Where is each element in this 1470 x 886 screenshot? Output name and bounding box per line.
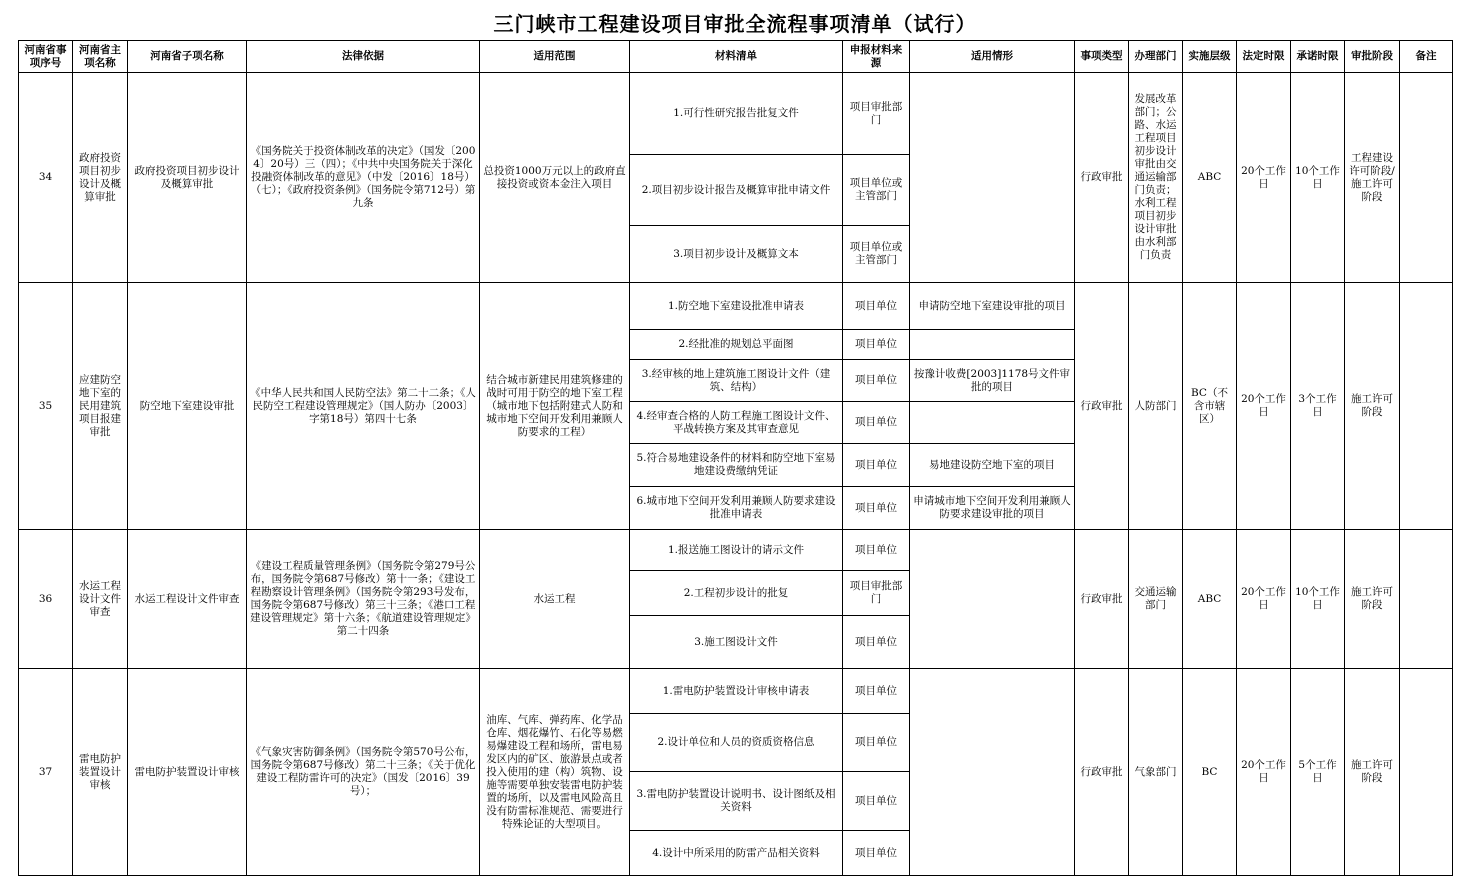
col-header-main-item: 河南省主项名称	[73, 41, 128, 73]
col-header-type: 事项类型	[1075, 41, 1129, 73]
material-source: 项目单位	[843, 330, 910, 360]
main-item-cell: 水运工程设计文件审查	[73, 530, 128, 669]
material-source: 项目单位	[843, 669, 910, 714]
legal-basis-cell: 《中华人民共和国人民防空法》第二十二条；《人民防空工程建设管理规定》（国人防办〔2003〕字第18号）第四十七条	[247, 283, 480, 530]
material-item: 1.可行性研究报告批复文件	[630, 73, 843, 155]
situation-cell	[910, 530, 1075, 669]
col-header-situation: 适用情形	[910, 41, 1075, 73]
level-cell: ABC	[1183, 73, 1237, 283]
material-item: 2.设计单位和人员的资质资格信息	[630, 714, 843, 772]
remark-cell	[1400, 669, 1453, 876]
material-item: 3.项目初步设计及概算文本	[630, 226, 843, 283]
material-source: 项目审批部门	[843, 73, 910, 155]
table-row	[19, 530, 1453, 571]
material-source: 项目单位	[843, 714, 910, 772]
stage-cell: 施工许可阶段	[1345, 669, 1400, 876]
legal-basis-cell: 《国务院关于投资体制改革的决定》（国发〔2004〕20号）三（四）；《中共中央国务院关于深化投融资体制改革的意见》（中发〔2016〕18号）（七）；《政府投资条例》（国务院令第712号）第九条	[247, 73, 480, 283]
header-row	[19, 41, 1453, 73]
remark-cell	[1400, 283, 1453, 530]
col-header-promised-limit: 承诺时限	[1291, 41, 1345, 73]
legal-limit-cell: 20个工作日	[1237, 73, 1291, 283]
sub-item-cell: 雷电防护装置设计审核	[128, 669, 247, 876]
promised-limit-cell: 10个工作日	[1291, 73, 1345, 283]
col-header-department: 办理部门	[1129, 41, 1183, 73]
table-row	[19, 73, 1453, 155]
legal-limit-cell: 20个工作日	[1237, 283, 1291, 530]
material-source: 项目单位	[843, 772, 910, 831]
seq-cell: 37	[19, 669, 73, 876]
material-source: 项目单位	[843, 360, 910, 402]
situation-cell: 申请防空地下室建设审批的项目	[910, 283, 1075, 330]
item-table	[18, 40, 1453, 876]
material-source: 项目单位	[843, 402, 910, 444]
department-cell: 气象部门	[1129, 669, 1183, 876]
sub-item-cell: 水运工程设计文件审查	[128, 530, 247, 669]
remark-cell	[1400, 73, 1453, 283]
scope-cell: 油库、气库、弹药库、化学品仓库、烟花爆竹、石化等易燃易爆建设工程和场所，雷电易发区内的矿区、旅游景点或者投入使用的建（构）筑物、设施等需要单独安装雷电防护装置的场所，以及雷电风险高且没有防雷标准规范、需要进行特殊论证的大型项目。	[480, 669, 630, 876]
sub-item-cell: 政府投资项目初步设计及概算审批	[128, 73, 247, 283]
main-item-cell: 应建防空地下室的民用建筑项目报建审批	[73, 283, 128, 530]
situation-cell	[910, 330, 1075, 360]
material-source: 项目单位或主管部门	[843, 155, 910, 226]
col-header-remark: 备注	[1400, 41, 1453, 73]
promised-limit-cell: 10个工作日	[1291, 530, 1345, 669]
col-header-legal-limit: 法定时限	[1237, 41, 1291, 73]
promised-limit-cell: 5个工作日	[1291, 669, 1345, 876]
situation-cell	[910, 73, 1075, 283]
col-header-materials: 材料清单	[630, 41, 843, 73]
material-item: 2.经批准的规划总平面图	[630, 330, 843, 360]
situation-cell: 按豫计收费[2003]1178号文件审批的项目	[910, 360, 1075, 402]
situation-cell	[910, 402, 1075, 444]
material-item: 2.工程初步设计的批复	[630, 571, 843, 616]
type-cell: 行政审批	[1075, 73, 1129, 283]
material-item: 6.城市地下空间开发利用兼顾人防要求建设批准申请表	[630, 487, 843, 530]
material-source: 项目审批部门	[843, 571, 910, 616]
legal-basis-cell: 《建设工程质量管理条例》（国务院令第279号公布，国务院令第687号修改）第十一条；《建设工程勘察设计管理条例》（国务院令第293号发布，国务院令第687号修改）第三十三条；《港口工程建设管理规定》第十六条；《航道建设管理规定》第二十四条	[247, 530, 480, 669]
situation-cell	[910, 669, 1075, 876]
material-item: 3.经审核的地上建筑施工图设计文件（建筑、结构）	[630, 360, 843, 402]
col-header-level: 实施层级	[1183, 41, 1237, 73]
promised-limit-cell: 3个工作日	[1291, 283, 1345, 530]
scope-cell: 结合城市新建民用建筑修建的战时可用于防空的地下室工程（城市地下包括附建式人防和城市地下空间开发利用兼顾人防要求的工程）	[480, 283, 630, 530]
material-item: 1.防空地下室建设批准申请表	[630, 283, 843, 330]
level-cell: BC	[1183, 669, 1237, 876]
col-header-sub-item: 河南省子项名称	[128, 41, 247, 73]
department-cell: 人防部门	[1129, 283, 1183, 530]
seq-cell: 35	[19, 283, 73, 530]
material-source: 项目单位	[843, 616, 910, 669]
material-item: 2.项目初步设计报告及概算审批申请文件	[630, 155, 843, 226]
legal-limit-cell: 20个工作日	[1237, 669, 1291, 876]
col-header-legal-basis: 法律依据	[247, 41, 480, 73]
col-header-scope: 适用范围	[480, 41, 630, 73]
material-item: 4.设计中所采用的防雷产品相关资料	[630, 831, 843, 876]
material-item: 3.雷电防护装置设计说明书、设计图纸及相关资料	[630, 772, 843, 831]
department-cell: 发展改革部门；公路、水运工程项目初步设计审批由交通运输部门负责；水利工程项目初步设计审批由水利部门负责	[1129, 73, 1183, 283]
level-cell: BC（不含市辖区）	[1183, 283, 1237, 530]
situation-cell: 申请城市地下空间开发利用兼顾人防要求建设审批的项目	[910, 487, 1075, 530]
material-source: 项目单位	[843, 530, 910, 571]
type-cell: 行政审批	[1075, 669, 1129, 876]
legal-basis-cell: 《气象灾害防御条例》（国务院令第570号公布，国务院令第687号修改）第二十三条；《关于优化建设工程防雷许可的决定》（国发〔2016〕39号）；	[247, 669, 480, 876]
material-item: 4.经审查合格的人防工程施工图设计文件、平战转换方案及其审查意见	[630, 402, 843, 444]
col-header-stage: 审批阶段	[1345, 41, 1400, 73]
situation-cell: 易地建设防空地下室的项目	[910, 444, 1075, 487]
level-cell: ABC	[1183, 530, 1237, 669]
type-cell: 行政审批	[1075, 283, 1129, 530]
material-item: 1.雷电防护装置设计审核申请表	[630, 669, 843, 714]
remark-cell	[1400, 530, 1453, 669]
legal-limit-cell: 20个工作日	[1237, 530, 1291, 669]
material-source: 项目单位	[843, 283, 910, 330]
material-source: 项目单位	[843, 487, 910, 530]
material-item: 1.报送施工图设计的请示文件	[630, 530, 843, 571]
type-cell: 行政审批	[1075, 530, 1129, 669]
col-header-seq: 河南省事项序号	[19, 41, 73, 73]
stage-cell: 施工许可阶段	[1345, 530, 1400, 669]
main-item-cell: 政府投资项目初步设计及概算审批	[73, 73, 128, 283]
stage-cell: 施工许可阶段	[1345, 283, 1400, 530]
material-item: 5.符合易地建设条件的材料和防空地下室易地建设费缴纳凭证	[630, 444, 843, 487]
stage-cell: 工程建设许可阶段/施工许可阶段	[1345, 73, 1400, 283]
table-row	[19, 669, 1453, 714]
page-title: 三门峡市工程建设项目审批全流程事项清单（试行）	[493, 12, 977, 36]
material-source: 项目单位	[843, 831, 910, 876]
material-source: 项目单位	[843, 444, 910, 487]
material-source: 项目单位或主管部门	[843, 226, 910, 283]
seq-cell: 36	[19, 530, 73, 669]
department-cell: 交通运输部门	[1129, 530, 1183, 669]
seq-cell: 34	[19, 73, 73, 283]
scope-cell: 总投资1000万元以上的政府直接投资或资本金注入项目	[480, 73, 630, 283]
col-header-source: 申报材料来源	[843, 41, 910, 73]
table-row	[19, 283, 1453, 330]
scope-cell: 水运工程	[480, 530, 630, 669]
material-item: 3.施工图设计文件	[630, 616, 843, 669]
sub-item-cell: 防空地下室建设审批	[128, 283, 247, 530]
main-item-cell: 雷电防护装置设计审核	[73, 669, 128, 876]
